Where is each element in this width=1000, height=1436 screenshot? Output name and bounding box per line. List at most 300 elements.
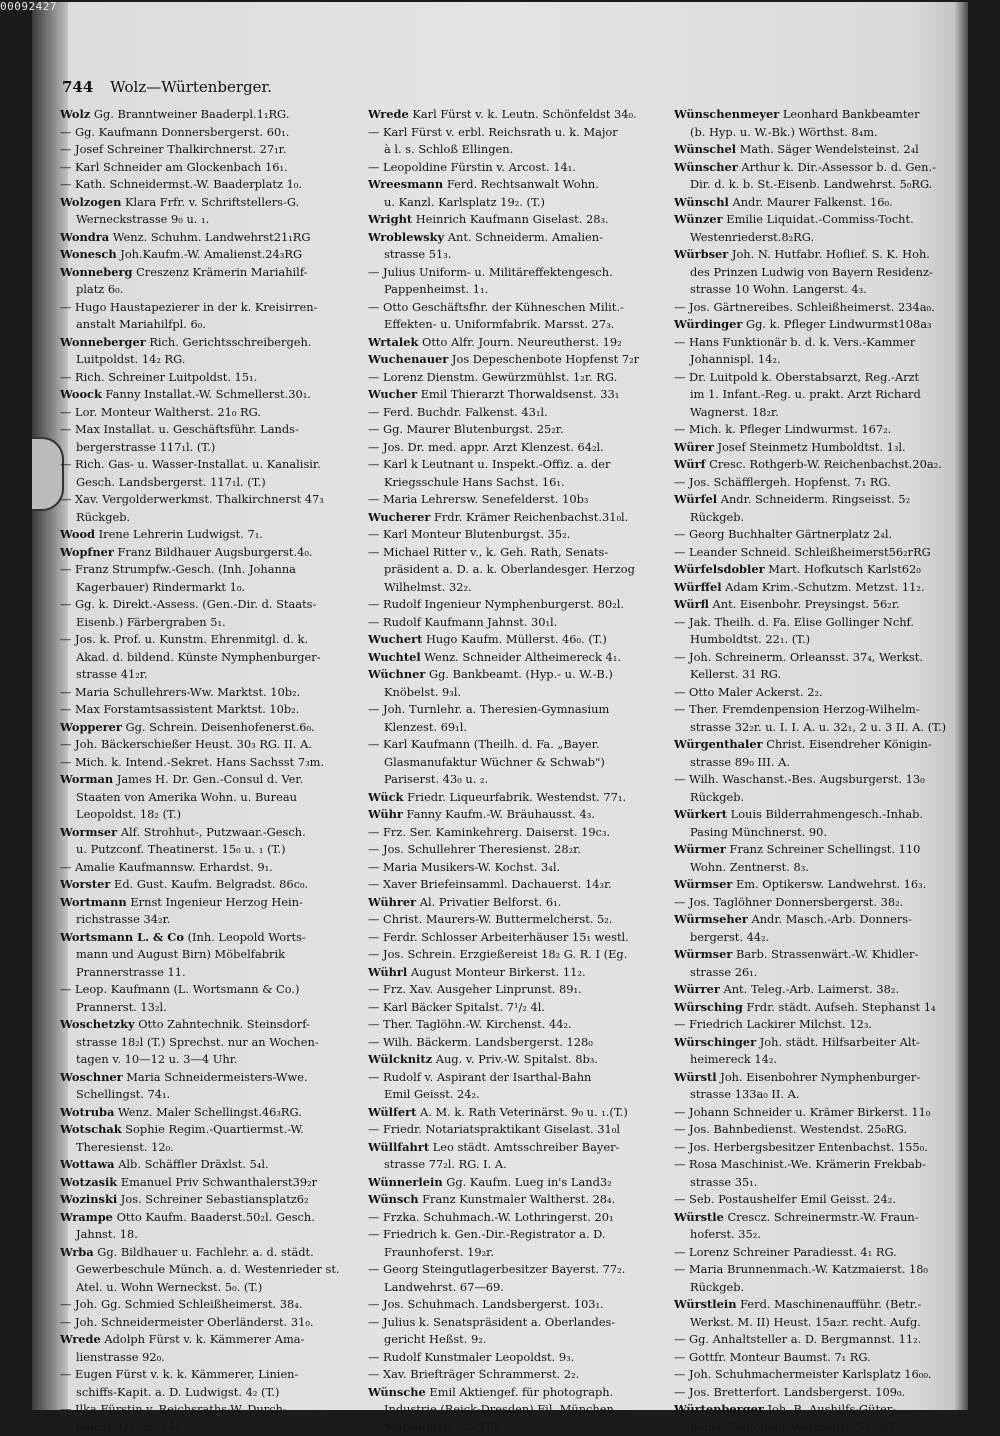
directory-entry (368, 1139, 664, 1157)
entry-text: strasse 10 Wohn. Langerst. 4₃. (690, 282, 867, 296)
entry-text: Klara Frfr. v. Schriftstellers-G. (125, 195, 299, 209)
surname: Wühr (368, 807, 403, 821)
directory-line (368, 299, 664, 317)
entry-text: — Xav. Vergolderwerkmst. Thalkirchnerst 47₃ (60, 492, 324, 506)
surname: Wünsche (368, 1385, 426, 1399)
entry-text: bergerst. 44₂. (690, 930, 769, 944)
directory-line (60, 1314, 356, 1332)
directory-line (60, 684, 356, 702)
entry-text: — Georg Steingutlagerbesitzer Bayerst. 77₂. (368, 1262, 625, 1276)
surname: Woschner (60, 1070, 123, 1084)
directory-line (60, 806, 356, 824)
entry-text: à l. s. Schloß Ellingen. (384, 142, 513, 156)
entry-text: Leopoldst. 18₂ (T.) (76, 807, 181, 821)
surname: Wuchert (368, 632, 422, 646)
entry-text: — Joh. Schreinerm. Orleansst. 37₄, Werkst. (674, 650, 923, 664)
entry-text: — Lorenz Schreiner Paradiesst. 4₁ RG. (674, 1245, 897, 1259)
entry-text: — Rich. Schreiner Luitpoldst. 15₁. (60, 370, 257, 384)
directory-line (60, 1139, 356, 1157)
surname: Wotzasik (60, 1175, 117, 1189)
directory-entry (674, 1069, 966, 1087)
directory-line (368, 124, 664, 142)
surname: Würstle (674, 1210, 724, 1224)
entry-text: — Michael Ritter v., k. Geh. Rath, Senats- (368, 545, 608, 559)
directory-line (368, 456, 664, 474)
directory-entry (60, 1016, 356, 1034)
entry-text: Sophie Regim.-Quartiermst.-W. (125, 1122, 304, 1136)
directory-line (674, 719, 966, 737)
entry-text: — Franz Strumpfw.-Gesch. (Inh. Johanna (60, 562, 296, 576)
directory-entry (674, 491, 966, 509)
entry-text: — Joh. Turnlehr. a. Theresien-Gymnasium (368, 702, 609, 716)
entry-text: mann und August Birn) Möbelfabrik (76, 947, 285, 961)
directory-line (674, 334, 966, 352)
surname: Wotruba (60, 1105, 114, 1119)
entry-text: Wenz. Schneider Altheimereck 4₁. (424, 650, 621, 664)
entry-text: Emil Geisst. 24₂. (384, 1087, 480, 1101)
entry-text: — Friedr. Notariatspraktikant Giselast. 31₀l (368, 1122, 620, 1136)
entry-text: Gg. Branntweiner Baaderpl.1₁RG. (94, 107, 289, 121)
surname: Wülcknitz (368, 1052, 432, 1066)
directory-line (674, 1086, 966, 1104)
entry-text: heimereck 14₂. (690, 1052, 777, 1066)
directory-entry (674, 579, 966, 597)
surname: Wührer (368, 895, 416, 909)
entry-text: Rückgeb. (690, 1280, 744, 1294)
surname: Wrtalek (368, 335, 418, 349)
entry-text: — Karl Schneider am Glockenbach 16₁. (60, 160, 288, 174)
entry-text: bergerstrasse 117₁l. (T.) (76, 440, 215, 454)
entry-text: Franz Kunstmaler Waltherst. 28₄. (422, 1192, 615, 1206)
directory-entry (60, 1209, 356, 1227)
surname: Wucherer (368, 510, 430, 524)
entry-text: Franz Bildhauer Augsburgerst.4₀. (117, 545, 312, 559)
entry-text: — Dr. Luitpold k. Oberstabsarzt, Reg.-Arzt (674, 370, 919, 384)
surname: Würdinger (674, 317, 742, 331)
surname: Wünschenmeyer (674, 107, 779, 121)
entry-text: — Julius k. Senatspräsident a. Oberlandes- (368, 1315, 615, 1329)
surname: Wotschak (60, 1122, 122, 1136)
surname: Wright (368, 212, 412, 226)
entry-text: Rich. Gerichtsschreibergeh. (149, 335, 311, 349)
directory-entry (60, 1156, 356, 1174)
entry-text: — Jak. Theilh. d. Fa. Elise Gollinger Nchf. (674, 615, 914, 629)
entry-text: Jos. Schreiner Sebastiansplatz6₂ (121, 1192, 309, 1206)
directory-line (60, 1226, 356, 1244)
entry-text: Wenz. Maler Schellingst.46₃RG. (118, 1105, 302, 1119)
entry-text: — Rudolf Ingenieur Nymphenburgerst. 80₂l. (368, 597, 624, 611)
entry-text: Rückgeb. (76, 510, 130, 524)
directory-line (60, 981, 356, 999)
directory-line (60, 369, 356, 387)
directory-line (60, 631, 356, 649)
directory-line (674, 404, 966, 422)
directory-line (60, 789, 356, 807)
directory-line (60, 1261, 356, 1279)
surname: Wünnerlein (368, 1175, 443, 1189)
directory-line (368, 1261, 664, 1279)
surname: Wonesch (60, 247, 117, 261)
directory-entry (368, 176, 664, 194)
entry-text: Wenz. Schuhm. Landwehrst21₁RG (113, 230, 311, 244)
directory-line (368, 1401, 664, 1419)
directory-line (368, 876, 664, 894)
directory-line (674, 509, 966, 527)
directory-entry (368, 1104, 664, 1122)
directory-line (674, 1349, 966, 1367)
directory-line (60, 946, 356, 964)
surname: Wünzer (674, 212, 723, 226)
surname: Woschetzky (60, 1017, 135, 1031)
surname: Worman (60, 772, 113, 786)
entry-text: Adam Krim.-Schutzm. Metzst. 11₂. (725, 580, 924, 594)
directory-line (60, 141, 356, 159)
directory-entry (60, 246, 356, 264)
entry-text: hoferst. 35₂. (690, 1227, 761, 1241)
directory-line (60, 1051, 356, 1069)
entry-text: Alf. Strohhut-, Putzwaar.-Gesch. (121, 825, 306, 839)
surname: Würffel (674, 580, 722, 594)
directory-entry (60, 1331, 356, 1349)
surname: Würmser (674, 877, 732, 891)
directory-line (674, 631, 966, 649)
surname: Wuchtel (368, 650, 421, 664)
directory-line (368, 264, 664, 282)
directory-line (60, 841, 356, 859)
entry-text: Marienplatz 12₀ (T.) (384, 1420, 499, 1434)
directory-entry (368, 894, 664, 912)
surname: Wülfert (368, 1105, 416, 1119)
entry-text: — Friedrich k. Gen.-Dir.-Registrator a. D. (368, 1227, 605, 1241)
entry-text: Irene Lehrerin Ludwigst. 7₁. (99, 527, 263, 541)
directory-line (60, 351, 356, 369)
directory-line (368, 1069, 664, 1087)
directory-line (60, 999, 356, 1017)
directory-line (674, 684, 966, 702)
directory-line (368, 841, 664, 859)
entry-text: u. Putzconf. Theatinerst. 15₀ u. ₁ (T.) (76, 842, 286, 856)
entry-text: — Joh. Gg. Schmied Schleißheimerst. 38₄. (60, 1297, 302, 1311)
entry-text: tagen v. 10—12 u. 3—4 Uhr. (76, 1052, 238, 1066)
directory-line (368, 281, 664, 299)
directory-entry (60, 1191, 356, 1209)
entry-text: — Maria Lehrersw. Senefelderst. 10b₃ (368, 492, 588, 506)
directory-line (60, 404, 356, 422)
entry-text: — Rosa Maschinist.-We. Krämerin Frekbab- (674, 1157, 926, 1171)
entry-text: Joh. städt. Hilfsarbeiter Alt- (760, 1035, 920, 1049)
entry-text: strasse 41₂r. (76, 667, 148, 681)
entry-text: laucht Arcost. 14₁. (76, 1420, 183, 1434)
directory-line (368, 1331, 664, 1349)
directory-entry (674, 456, 966, 474)
entry-text: — Otto Maler Ackerst. 2₂. (674, 685, 823, 699)
directory-line (368, 999, 664, 1017)
surname: Würfl (674, 597, 709, 611)
directory-entry (674, 1296, 966, 1314)
entry-text: — Ther. Fremdenpension Herzog-Wilhelm- (674, 702, 920, 716)
entry-text: (Inh. Leopold Worts- (188, 930, 306, 944)
entry-text: James H. Dr. Gen.-Consul d. Ver. (117, 772, 303, 786)
entry-text: Al. Privatier Belforst. 6₁. (420, 895, 562, 909)
directory-line (368, 1296, 664, 1314)
entry-text: Joh. Eisenbohrer Nymphenburger- (720, 1070, 920, 1084)
directory-line (674, 1279, 966, 1297)
directory-line (368, 701, 664, 719)
entry-text: — Gg. Anhaltsteller a. D. Bergmannst. 11₂. (674, 1332, 921, 1346)
directory-line (368, 526, 664, 544)
entry-text: Em. Optikersw. Landwehrst. 16₃. (736, 877, 926, 891)
directory-line (60, 561, 356, 579)
directory-line (674, 1156, 966, 1174)
running-title: Wolz—Würtenberger. (110, 78, 272, 96)
directory-entry (674, 999, 966, 1017)
entry-text: — Rudolf v. Aspirant der Isarthal-Bahn (368, 1070, 591, 1084)
directory-line (368, 1156, 664, 1174)
entry-text: Ant. Schneiderm. Amalien- (448, 230, 603, 244)
surname: Wuchenauer (368, 352, 448, 366)
entry-text: — Eugen Fürst v. k. k. Kämmerer, Linien- (60, 1367, 298, 1381)
surname: Würschinger (674, 1035, 756, 1049)
entry-text: — Leop. Kaufmann (L. Wortsmann & Co.) (60, 982, 299, 996)
directory-line (368, 824, 664, 842)
directory-line (368, 491, 664, 509)
surname: Wrba (60, 1245, 94, 1259)
directory-line (674, 1226, 966, 1244)
entry-text: Frdr. Krämer Reichenbachst.31₀l. (434, 510, 628, 524)
entry-text: Schellingst. 74₁. (76, 1087, 170, 1101)
entry-text: Ferd. Maschinenaufführ. (Betr.- (740, 1297, 921, 1311)
directory-line (60, 666, 356, 684)
entry-text: Kellerst. 31 RG. (690, 667, 781, 681)
directory-line (368, 1366, 664, 1384)
directory-entry (368, 964, 664, 982)
entry-text: Louis Bilderrahmengesch.-Inhab. (731, 807, 923, 821)
directory-line (60, 1296, 356, 1314)
surname: Wünsch (368, 1192, 419, 1206)
entry-text: Karl Fürst v. k. Leutn. Schönfeldst 34₀. (412, 107, 636, 121)
entry-text: Adolph Fürst v. k. Kämmerer Ama- (104, 1332, 304, 1346)
entry-text: — Gg. Kaufmann Donnersbergerst. 60₁. (60, 125, 289, 139)
directory-line (60, 964, 356, 982)
directory-line (368, 141, 664, 159)
directory-line (60, 211, 356, 229)
entry-text: Wohn. Zentnerst. 8₃. (690, 860, 809, 874)
entry-text: platz 6₀. (76, 282, 123, 296)
directory-entry (674, 1209, 966, 1227)
entry-text: Eisenb.) Färbergraben 5₁. (76, 615, 226, 629)
entry-text: strasse 35₁. (690, 1175, 757, 1189)
directory-line (60, 474, 356, 492)
directory-entry (368, 1051, 664, 1069)
entry-text: Werneckstrasse 9₀ u. ₁. (76, 212, 209, 226)
surname: Woock (60, 387, 102, 401)
directory-line (368, 404, 664, 422)
directory-line (368, 1279, 664, 1297)
directory-line (674, 351, 966, 369)
directory-entry (368, 351, 664, 369)
entry-text: Heinrich Kaufmann Giselast. 28₃. (416, 212, 609, 226)
directory-entry (674, 876, 966, 894)
surname: Wolzogen (60, 195, 121, 209)
entry-text: — Jos. Dr. med. appr. Arzt Klenzest. 64₂l. (368, 440, 604, 454)
directory-entry (674, 1034, 966, 1052)
directory-line (368, 596, 664, 614)
surname: Wrede (368, 107, 409, 121)
entry-text: im 1. Infant.-Reg. u. prakt. Arzt Richard (690, 387, 921, 401)
directory-line (60, 1279, 356, 1297)
entry-text: — Julius Uniform- u. Militäreffektengesch. (368, 265, 613, 279)
directory-line (674, 474, 966, 492)
entry-text: Kriegsschule Hans Sachst. 16₁. (384, 475, 565, 489)
directory-line (368, 316, 664, 334)
directory-line (368, 1016, 664, 1034)
entry-text: — Kath. Schneidermst.-W. Baaderplatz 1₀. (60, 177, 302, 191)
surname: Würmseher (674, 912, 748, 926)
entry-text: strasse 51₃. (384, 247, 451, 261)
directory-line (60, 491, 356, 509)
surname: Würstlein (674, 1297, 736, 1311)
directory-entry (674, 736, 966, 754)
surname: Würf (674, 457, 706, 471)
directory-line (674, 1139, 966, 1157)
directory-line (368, 1419, 664, 1436)
surname: Würkert (674, 807, 727, 821)
entry-text: — Maria Schullehrers-Ww. Marktst. 10b₂. (60, 685, 300, 699)
entry-text: — Lor. Monteur Waltherst. 21₀ RG. (60, 405, 261, 419)
directory-line (674, 789, 966, 807)
entry-text: Fanny Installat.-W. Schmellerst.30₁. (106, 387, 311, 401)
entry-text: schiffs-Kapit. a. D. Ludwigst. 4₂ (T.) (76, 1385, 279, 1399)
entry-text: — Jos. Gärtnereibes. Schleißheimerst. 234a₀. (674, 300, 935, 314)
entry-text: — Hans Funktionär b. d. k. Vers.-Kammer (674, 335, 915, 349)
entry-text: Cresc. Rothgerb-W. Reichenbachst.20a₂. (709, 457, 942, 471)
entry-text: des Prinzen Ludwig von Bayern Residenz- (690, 265, 933, 279)
surname: Wopfner (60, 545, 114, 559)
entry-text: — Ferdr. Schlosser Arbeiterhäuser 15₁ westl. (368, 930, 629, 944)
entry-text: Industrie (Reick-Dresden) Fil. München (384, 1402, 614, 1416)
entry-text: Crescz. Schreinermstr.-W. Fraun- (728, 1210, 919, 1224)
surname: Würbser (674, 247, 728, 261)
directory-entry (368, 334, 664, 352)
surname: Worster (60, 877, 110, 891)
directory-entry (60, 771, 356, 789)
page-number: 744 (62, 78, 93, 96)
entry-text: — Rudolf Kaufmann Jahnst. 30₁l. (368, 615, 557, 629)
directory-line (60, 509, 356, 527)
directory-line (674, 124, 966, 142)
surname: Würgenthaler (674, 737, 763, 751)
page-header (62, 78, 272, 96)
directory-entry (60, 1121, 356, 1139)
directory-entry (674, 561, 966, 579)
directory-entry (674, 159, 966, 177)
entry-text: Emil Thierarzt Thorwaldsenst. 33₁ (421, 387, 620, 401)
entry-text: Otto Kaufm. Baaderst.50₂l. Gesch. (117, 1210, 315, 1224)
column-3 (674, 106, 966, 1436)
entry-text: — Karl k Leutnant u. Inspekt.-Offiz. a. der (368, 457, 611, 471)
entry-text: strasse 77₂l. RG. I. A. (384, 1157, 507, 1171)
entry-text: Glasmanufaktur Wüchner & Schwab") (384, 755, 605, 769)
directory-line (674, 1051, 966, 1069)
directory-entry (674, 841, 966, 859)
surname: Wüllfahrt (368, 1140, 429, 1154)
surname: Wottawa (60, 1157, 115, 1171)
directory-entry (368, 106, 664, 124)
directory-entry (60, 894, 356, 912)
entry-text: Christ. Eisendreher Königin- (766, 737, 931, 751)
surname: Würstl (674, 1070, 717, 1084)
entry-text: Ernst Ingenieur Herzog Hein- (130, 895, 303, 909)
directory-line (60, 1349, 356, 1367)
surname: Wozinski (60, 1192, 117, 1206)
entry-text: — Otto Geschäftsfhr. der Kühneschen Milit.- (368, 300, 624, 314)
directory-line (60, 736, 356, 754)
directory-line (60, 701, 356, 719)
entry-text: — Josef Schreiner Thalkirchnerst. 27₁r. (60, 142, 286, 156)
entry-text: Barb. Strassenwärt.-W. Khidler- (736, 947, 918, 961)
entry-text: gericht Heßst. 9₂. (384, 1332, 486, 1346)
directory-entry (674, 596, 966, 614)
entry-text: — Jos. Herbergsbesitzer Entenbachst. 155₀. (674, 1140, 928, 1154)
surname: Wünschel (674, 142, 736, 156)
directory-line (60, 1366, 356, 1384)
directory-entry (60, 824, 356, 842)
surname: Wolz (60, 107, 90, 121)
directory-entry (368, 666, 664, 684)
directory-line (368, 946, 664, 964)
surname: Würfelsdobler (674, 562, 765, 576)
entry-text: Andr. Masch.-Arb. Donners- (751, 912, 912, 926)
entry-text: — Jos. k. Prof. u. Kunstm. Ehrenmitgl. d. k. (60, 632, 308, 646)
entry-text: u. Kanzl. Karlsplatz 19₂. (T.) (384, 195, 545, 209)
directory-entry (674, 1401, 966, 1419)
directory-line (674, 859, 966, 877)
directory-entry (674, 141, 966, 159)
entry-text: Johannispl. 14₂. (690, 352, 781, 366)
entry-text: Atel. u. Wohn Werneckst. 5₀. (T.) (76, 1280, 262, 1294)
entry-text: Ferd. Rechtsanwalt Wohn. (447, 177, 599, 191)
directory-entry (368, 789, 664, 807)
directory-line (60, 176, 356, 194)
entry-text: — Joh. Schneidermeister Oberländerst. 31₀. (60, 1315, 314, 1329)
directory-entry (674, 211, 966, 229)
directory-line (368, 421, 664, 439)
entry-text: Maria Schneidermeisters-Wwe. (126, 1070, 307, 1084)
directory-entry (60, 264, 356, 282)
directory-line (60, 1419, 356, 1436)
surname: Wünschl (674, 195, 729, 209)
directory-line (674, 1261, 966, 1279)
directory-line (60, 159, 356, 177)
entry-text: — Gg. k. Direkt.-Assess. (Gen.-Dir. d. Staats- (60, 597, 316, 611)
entry-text: Klenzest. 69₁l. (384, 720, 467, 734)
directory-line (674, 229, 966, 247)
directory-line (60, 649, 356, 667)
directory-line (674, 929, 966, 947)
directory-line (674, 526, 966, 544)
directory-line (60, 579, 356, 597)
directory-entry (368, 649, 664, 667)
entry-text: strasse 89₀ III. A. (690, 755, 790, 769)
directory-line (368, 1349, 664, 1367)
entry-text: — Karl Monteur Blutenburgst. 35₂. (368, 527, 570, 541)
directory-entry (674, 806, 966, 824)
entry-text: Landwehrst. 67—69. (384, 1280, 504, 1294)
entry-text: Westenriederst.8₂RG. (690, 230, 814, 244)
entry-text: Gesch. Landsbergerst. 117₁l. (T.) (76, 475, 266, 489)
directory-entry (60, 719, 356, 737)
directory-line (60, 1086, 356, 1104)
